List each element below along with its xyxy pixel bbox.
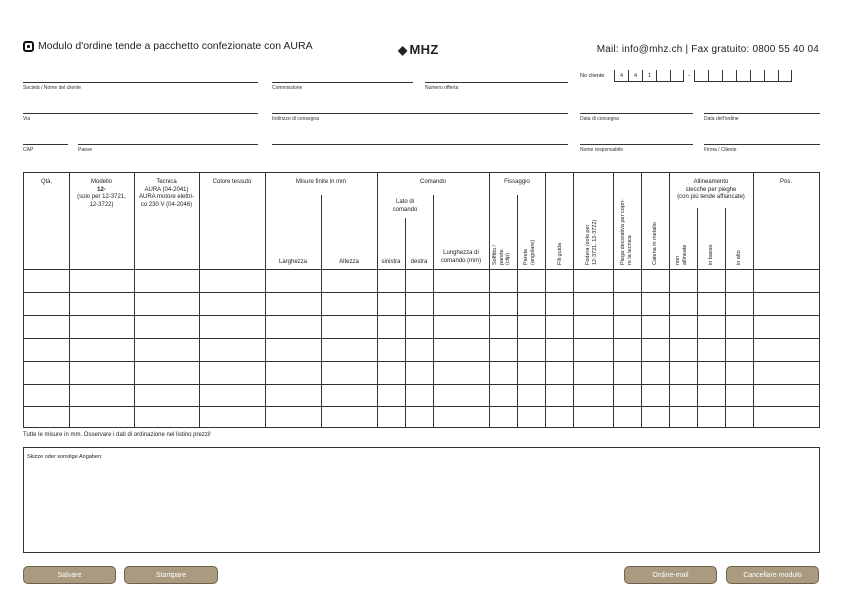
- save-button[interactable]: Salvare: [23, 566, 116, 584]
- header-not-aligned: [675, 245, 688, 266]
- column-divider: [613, 173, 614, 427]
- form-title: [23, 40, 313, 52]
- header-model: [69, 179, 134, 209]
- header-wall-line: (angolare): [529, 239, 536, 265]
- order-table: [23, 172, 820, 428]
- table-row: [24, 315, 819, 316]
- header-ceiling-line: Soffitto /: [492, 244, 498, 265]
- company-label: Società / Nome del cliente: [23, 85, 82, 91]
- header-control-side-line: Lato di: [395, 199, 414, 205]
- contact-info: Mail: info@mhz.ch | Fax gratuito: 0800 55 40 04: [596, 44, 819, 55]
- column-divider: [545, 173, 546, 427]
- header-model-line: 12-: [97, 186, 106, 193]
- column-divider: [405, 218, 406, 427]
- commission-label: Commissione: [272, 85, 303, 91]
- header-alignment: [669, 179, 753, 202]
- order-date-label: Data dell'ordine: [704, 116, 739, 122]
- customer-digit[interactable]: [670, 70, 684, 82]
- column-divider: [134, 173, 135, 427]
- street-label: Via: [23, 116, 31, 122]
- company-field[interactable]: [23, 82, 258, 83]
- customer-digit[interactable]: [736, 70, 750, 82]
- form-logo-icon: [23, 41, 34, 52]
- commission-field[interactable]: [272, 82, 413, 83]
- sketch-area[interactable]: [23, 447, 820, 553]
- header-model-line: 12-3722): [89, 201, 114, 208]
- column-divider: [199, 173, 200, 427]
- order-date-field[interactable]: [704, 113, 820, 114]
- header-metal-chain: Catena in metallo: [652, 222, 658, 265]
- delivery-address-field[interactable]: [272, 113, 568, 114]
- column-divider: [69, 173, 70, 427]
- header-fabric-color: Colore tessuto: [212, 179, 252, 185]
- email-order-button[interactable]: Ordine-mail: [624, 566, 717, 584]
- column-divider: [489, 173, 490, 427]
- column-divider: [321, 195, 322, 427]
- brand-name: MHZ: [409, 42, 439, 57]
- zip-label: CAP: [23, 147, 34, 153]
- customer-digit[interactable]: 4: [628, 70, 642, 82]
- header-decorative-fold-line: re la tecnica: [626, 235, 633, 265]
- header-fixing: Fissaggio: [504, 179, 530, 185]
- column-divider: [669, 173, 670, 427]
- responsible-label: Nome responsabile: [580, 147, 624, 153]
- header-not-aligned-line: non: [675, 255, 681, 265]
- header-guide-wires: Fili guida: [557, 242, 563, 265]
- header-right: destra: [410, 259, 428, 265]
- header-wall-line: Parete: [523, 248, 529, 265]
- customer-digit[interactable]: [722, 70, 736, 82]
- sketch-label: Skizze oder sonstige Angaben:: [27, 454, 103, 460]
- header-height: Altezza: [339, 259, 359, 265]
- customer-digit[interactable]: 1: [642, 70, 656, 82]
- country-label: Paese: [78, 147, 93, 153]
- header-lining-line: Fodera (solo per: [585, 224, 591, 265]
- header-divider: [24, 269, 819, 270]
- header-sizes: Misure finite in mm: [295, 179, 347, 185]
- header-lining-line: 12-3721, 12-3722): [591, 219, 598, 265]
- column-divider: [573, 173, 574, 427]
- signature-field[interactable]: [704, 144, 820, 145]
- header-top: in alto: [736, 250, 742, 265]
- header-left: sinistra: [381, 259, 401, 265]
- customer-digit[interactable]: 4: [614, 70, 628, 82]
- header-alignment-line: Allineamento: [693, 179, 729, 185]
- header-control-side-line: comando: [392, 206, 418, 213]
- table-row: [24, 338, 819, 339]
- customer-digit[interactable]: [694, 70, 708, 82]
- offer-number-field[interactable]: [425, 82, 568, 83]
- header-technique-line: AURA motore elettri-: [138, 194, 195, 200]
- column-divider: [433, 195, 434, 427]
- brand-logo: [398, 42, 439, 57]
- header-control-side: [377, 199, 433, 214]
- header-width: Larghezza: [278, 259, 308, 265]
- header-technique-line: AURA (04-2041): [144, 186, 189, 193]
- header-decorative-fold-line: Piega decorativa per copri-: [620, 199, 626, 265]
- header-ceiling-line: parete: [498, 249, 505, 265]
- header-control-length-line: Lunghezza di: [443, 250, 479, 256]
- header-lining: [585, 220, 598, 265]
- zip-field[interactable]: [23, 144, 68, 145]
- column-divider: [725, 208, 726, 427]
- header-control-length-line: comando (mm): [440, 257, 482, 264]
- table-row: [24, 406, 819, 407]
- responsible-field[interactable]: [580, 144, 693, 145]
- header-qty: Qtà.: [40, 179, 53, 185]
- delivery-address-label: Indirizzo di consegna: [272, 116, 319, 122]
- header-decorative-fold: [620, 199, 633, 265]
- country-field[interactable]: [78, 144, 258, 145]
- column-divider: [517, 195, 518, 427]
- customer-number-dash: -: [688, 73, 690, 79]
- table-row: [24, 384, 819, 385]
- customer-digit[interactable]: [656, 70, 670, 82]
- print-button[interactable]: Stampare: [124, 566, 218, 584]
- header-ceiling: [492, 245, 512, 265]
- customer-digit[interactable]: [708, 70, 722, 82]
- delivery-date-field[interactable]: [580, 113, 693, 114]
- offer-number-label: Numero offerta: [425, 85, 459, 91]
- measurement-note: Tutte le misure in mm. Osservare i dati di ordinazione nel listino prezzi!: [23, 432, 211, 438]
- table-row: [24, 292, 819, 293]
- customer-digit[interactable]: [750, 70, 764, 82]
- delivery-address-field-2[interactable]: [272, 144, 568, 145]
- customer-number-label: No cliente: [580, 73, 605, 79]
- header-alignment-line: (con più tende affiancate): [677, 194, 745, 200]
- header-alignment-line: stecche per pieghe: [685, 186, 737, 193]
- column-divider: [641, 173, 642, 427]
- header-control: Comando: [419, 179, 446, 185]
- diamond-icon: ◆: [398, 42, 408, 57]
- header-technique-line: Tecnica: [156, 179, 177, 185]
- header-model-line: (solo per 12-3721,: [77, 194, 126, 200]
- table-row: [24, 361, 819, 362]
- header-control-length: [433, 250, 489, 265]
- header-ceiling-line: (clip): [505, 253, 511, 265]
- column-divider: [265, 173, 266, 427]
- customer-digit[interactable]: [764, 70, 778, 82]
- header-technique-line: co 230 V (04-2046): [140, 201, 193, 208]
- customer-digit[interactable]: [778, 70, 792, 82]
- form-title-text: Modulo d'ordine tende a pacchetto confezionate con AURA: [38, 40, 313, 52]
- column-divider: [697, 208, 698, 427]
- header-not-aligned-line: allineate: [681, 244, 688, 265]
- column-divider: [753, 173, 754, 427]
- customer-number-field[interactable]: [614, 70, 792, 82]
- signature-label: Firma / Cliente: [704, 147, 737, 153]
- header-bottom: in basso: [708, 244, 714, 265]
- header-model-line: Modello: [90, 179, 112, 185]
- delivery-date-label: Data di consegna: [580, 116, 619, 122]
- street-field[interactable]: [23, 113, 258, 114]
- delete-form-button[interactable]: Cancellare modulo: [726, 566, 819, 584]
- header-position: Pos.: [779, 179, 792, 185]
- header-wall: [523, 240, 536, 265]
- header-technique: [134, 179, 199, 209]
